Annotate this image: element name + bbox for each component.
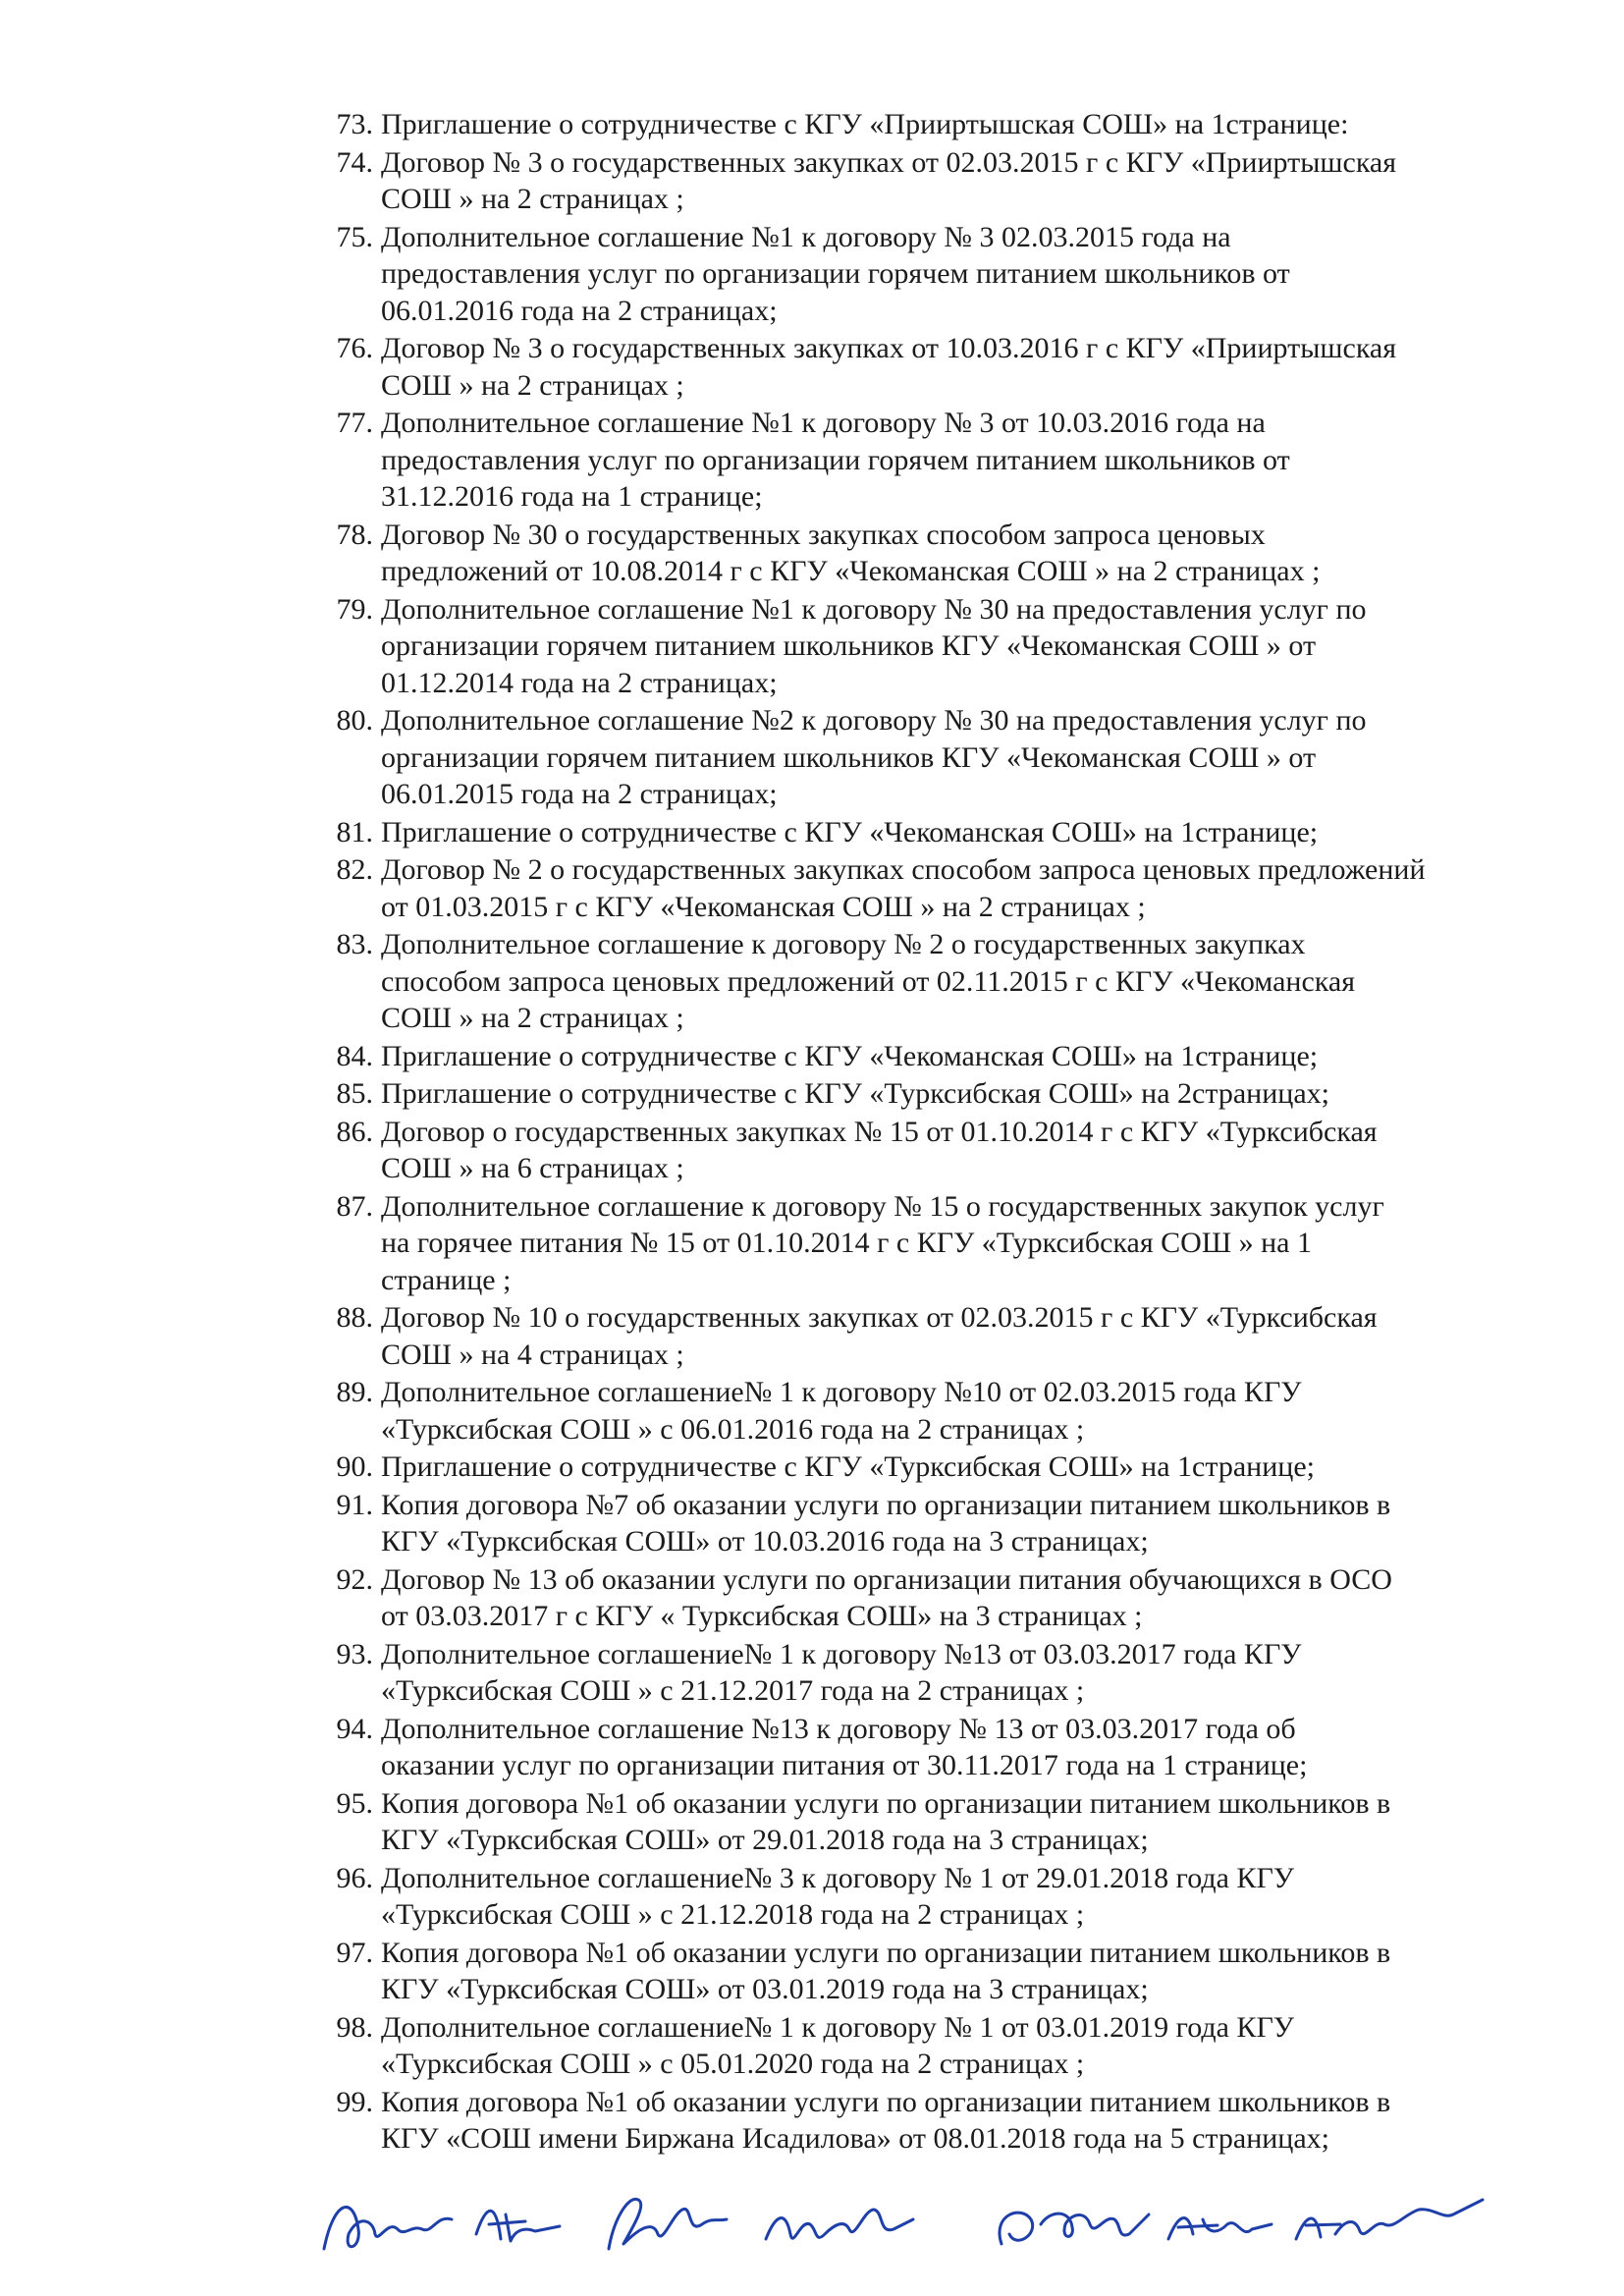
item-text bbox=[381, 1374, 1551, 1448]
item-text-line: на горячее питания № 15 от 01.10.2014 г с КГУ «Турксибская СОШ » на 1 bbox=[381, 1227, 1312, 1259]
list-item bbox=[312, 517, 1551, 590]
item-text-line: странице ; bbox=[381, 1263, 512, 1296]
item-text-line: Договор № 3 о государственных закупках от 10.03.2016 г с КГУ «Прииртышская bbox=[381, 332, 1397, 364]
item-number: 75. bbox=[336, 220, 373, 253]
signature-7 bbox=[1296, 2200, 1483, 2239]
item-number: 81. bbox=[336, 815, 373, 848]
item-text-line: КГУ «Турксибская СОШ» от 29.01.2018 года на 3 страницах; bbox=[381, 1824, 1149, 1856]
item-text bbox=[381, 1075, 1551, 1113]
item-text bbox=[381, 144, 1551, 218]
item-text-line: 06.01.2016 года на 2 страницах; bbox=[381, 294, 778, 327]
item-number: 78. bbox=[336, 518, 373, 551]
list-item bbox=[312, 1561, 1551, 1635]
item-text-line: Договор № 13 об оказании услуги по организации питания обучающихся в ОСО bbox=[381, 1562, 1392, 1596]
signature-4 bbox=[766, 2210, 913, 2239]
list-item bbox=[312, 814, 1551, 851]
item-number: 89. bbox=[336, 1376, 373, 1408]
document-list bbox=[312, 106, 1551, 2158]
list-item bbox=[312, 1188, 1551, 1299]
item-text bbox=[381, 1449, 1551, 1486]
item-text-line: КГУ «Турксибская СОШ» от 03.01.2019 года на 3 страницах; bbox=[381, 1973, 1149, 2005]
item-text bbox=[381, 1188, 1551, 1299]
item-number: 80. bbox=[336, 704, 373, 737]
item-text-line: оказании услуг по организации питания от 30.11.2017 года на 1 странице; bbox=[381, 1749, 1308, 1781]
item-text-line: «Турксибская СОШ » с 06.01.2016 года на 2 страницах ; bbox=[381, 1412, 1085, 1446]
list-item bbox=[312, 219, 1551, 330]
list-item bbox=[312, 1785, 1551, 1859]
item-number: 74. bbox=[336, 145, 373, 179]
item-text-line: Дополнительное соглашение№ 1 к договору №13 от 03.03.2017 года КГУ bbox=[381, 1637, 1302, 1670]
item-text-line: от 01.03.2015 г с КГУ «Чекоманская СОШ » на 2 страницах ; bbox=[381, 890, 1146, 923]
signature-1 bbox=[324, 2207, 452, 2249]
list-item bbox=[312, 2084, 1551, 2158]
item-text-line: Дополнительное соглашение №1 к договору № 3 02.03.2015 года на bbox=[381, 220, 1231, 253]
item-text bbox=[381, 1785, 1551, 1859]
item-text-line: Дополнительное соглашение№ 1 к договору №10 от 02.03.2015 года КГУ bbox=[381, 1376, 1302, 1408]
item-text-line: предоставления услуг по организации горячем питанием школьников от bbox=[381, 257, 1290, 290]
list-item bbox=[312, 851, 1551, 925]
item-text-line: СОШ » на 4 страницах ; bbox=[381, 1338, 684, 1371]
list-item bbox=[312, 1449, 1551, 1486]
item-text-line: СОШ » на 6 страницах ; bbox=[381, 1152, 684, 1184]
item-text-line: Дополнительное соглашение к договору № 2 о государственных закупках bbox=[381, 928, 1306, 960]
item-text-line: Договор № 10 о государственных закупках от 02.03.2015 г с КГУ «Турксибская bbox=[381, 1301, 1378, 1334]
item-text-line: Дополнительное соглашение №13 к договору № 13 от 03.03.2017 года об bbox=[381, 1712, 1296, 1745]
item-number: 76. bbox=[336, 332, 373, 364]
list-item bbox=[312, 1038, 1551, 1075]
item-text-line: Договор о государственных закупках № 15 от 01.10.2014 г с КГУ «Турксибская bbox=[381, 1115, 1378, 1148]
item-text-line: СОШ » на 2 страницах ; bbox=[381, 368, 684, 402]
item-text-line: «Турксибская СОШ » с 21.12.2017 года на 2 страницах ; bbox=[381, 1674, 1085, 1707]
item-text-line: Копия договора №1 об оказании услуги по организации питанием школьников в bbox=[381, 1936, 1391, 1969]
item-text-line: предоставления услуг по организации горячем питанием школьников от bbox=[381, 443, 1290, 476]
item-text bbox=[381, 2009, 1551, 2083]
item-text bbox=[381, 1636, 1551, 1710]
item-text bbox=[381, 1711, 1551, 1784]
item-text bbox=[381, 1935, 1551, 2008]
item-text-line: Дополнительное соглашение №2 к договору № 30 на предоставления услуг по bbox=[381, 704, 1367, 737]
item-text-line: 01.12.2014 года на 2 страницах; bbox=[381, 666, 778, 699]
item-text bbox=[381, 1299, 1551, 1373]
item-number: 92. bbox=[336, 1562, 373, 1596]
item-text bbox=[381, 1860, 1551, 1934]
item-text-line: КГУ «СОШ имени Биржана Исадилова» от 08.01.2018 года на 5 страницах; bbox=[381, 2122, 1330, 2155]
item-text-line: Приглашение о сотрудничестве с КГУ «Прииртышская СОШ» на 1странице: bbox=[381, 108, 1349, 140]
item-text-line: Приглашение о сотрудничестве с КГУ «Турксибская СОШ» на 2страницах; bbox=[381, 1077, 1329, 1110]
item-number: 91. bbox=[336, 1488, 373, 1521]
item-text-line: Дополнительное соглашение№ 1 к договору № 1 от 03.01.2019 года КГУ bbox=[381, 2010, 1295, 2044]
item-number: 93. bbox=[336, 1637, 373, 1670]
item-text bbox=[381, 1038, 1551, 1075]
signature-6 bbox=[1168, 2218, 1272, 2239]
list-item bbox=[312, 1114, 1551, 1187]
item-number: 98. bbox=[336, 2010, 373, 2044]
item-text-line: Договор № 30 о государственных закупках способом запроса ценовых bbox=[381, 518, 1266, 551]
item-text-line: от 03.03.2017 г с КГУ « Турксибская СОШ» на 3 страницах ; bbox=[381, 1600, 1143, 1632]
list-item bbox=[312, 702, 1551, 813]
item-text-line: Копия договора №1 об оказании услуги по организации питанием школьников в bbox=[381, 1786, 1391, 1820]
item-number: 88. bbox=[336, 1301, 373, 1334]
list-item bbox=[312, 1636, 1551, 1710]
item-text-line: 06.01.2015 года на 2 страницах; bbox=[381, 778, 778, 810]
item-text bbox=[381, 330, 1551, 404]
item-text-line: Приглашение о сотрудничестве с КГУ «Чекоманская СОШ» на 1странице; bbox=[381, 815, 1319, 848]
item-text-line: Приглашение о сотрудничестве с КГУ «Турксибская СОШ» на 1странице; bbox=[381, 1450, 1315, 1483]
item-text bbox=[381, 1114, 1551, 1187]
item-number: 94. bbox=[336, 1712, 373, 1745]
item-text-line: Дополнительное соглашение №1 к договору № 30 на предоставления услуг по bbox=[381, 592, 1367, 626]
item-text bbox=[381, 702, 1551, 813]
item-text bbox=[381, 814, 1551, 851]
item-text-line: «Турксибская СОШ » с 05.01.2020 года на 2 страницах ; bbox=[381, 2048, 1085, 2080]
item-text-line: организации горячем питанием школьников КГУ «Чекоманская СОШ » от bbox=[381, 740, 1317, 774]
signature-2 bbox=[476, 2211, 560, 2241]
item-number: 77. bbox=[336, 407, 373, 439]
list-item bbox=[312, 2009, 1551, 2083]
item-text bbox=[381, 1487, 1551, 1560]
item-number: 99. bbox=[336, 2085, 373, 2118]
item-text-line: СОШ » на 2 страницах ; bbox=[381, 1002, 684, 1034]
item-text bbox=[381, 926, 1551, 1037]
item-text bbox=[381, 1561, 1551, 1635]
list-item bbox=[312, 106, 1551, 143]
item-text-line: Приглашение о сотрудничестве с КГУ «Чекоманская СОШ» на 1странице; bbox=[381, 1039, 1319, 1072]
document-page bbox=[312, 106, 1551, 2159]
list-item bbox=[312, 1935, 1551, 2008]
list-item bbox=[312, 591, 1551, 702]
item-number: 82. bbox=[336, 853, 373, 886]
item-text-line: Копия договора №7 об оказании услуги по организации питанием школьников в bbox=[381, 1488, 1391, 1521]
list-item bbox=[312, 1711, 1551, 1784]
list-item bbox=[312, 405, 1551, 516]
item-text bbox=[381, 2084, 1551, 2158]
item-number: 85. bbox=[336, 1077, 373, 1110]
list-item bbox=[312, 330, 1551, 404]
item-number: 96. bbox=[336, 1861, 373, 1894]
item-text-line: Копия договора №1 об оказании услуги по организации питанием школьников в bbox=[381, 2085, 1391, 2118]
item-number: 79. bbox=[336, 592, 373, 626]
item-text-line: КГУ «Турксибская СОШ» от 10.03.2016 года на 3 страницах; bbox=[381, 1525, 1149, 1558]
item-text bbox=[381, 219, 1551, 330]
list-item bbox=[312, 1299, 1551, 1373]
item-text bbox=[381, 106, 1551, 143]
item-number: 84. bbox=[336, 1039, 373, 1072]
item-text bbox=[381, 591, 1551, 702]
list-item bbox=[312, 144, 1551, 218]
item-text-line: Договор № 3 о государственных закупках от 02.03.2015 г с КГУ «Прииртышская bbox=[381, 145, 1397, 179]
signature-5 bbox=[1000, 2213, 1149, 2244]
list-item bbox=[312, 926, 1551, 1037]
item-text-line: Договор № 2 о государственных закупках способом запроса ценовых предложений bbox=[381, 853, 1426, 886]
signature-3 bbox=[609, 2199, 727, 2249]
item-text-line: СОШ » на 2 страницах ; bbox=[381, 183, 684, 215]
list-item bbox=[312, 1374, 1551, 1448]
item-text bbox=[381, 405, 1551, 516]
signatures-row bbox=[314, 2180, 1551, 2273]
item-number: 97. bbox=[336, 1936, 373, 1969]
item-number: 87. bbox=[336, 1189, 373, 1223]
item-text bbox=[381, 851, 1551, 925]
item-text-line: Дополнительное соглашение №1 к договору № 3 от 10.03.2016 года на bbox=[381, 407, 1266, 439]
list-item bbox=[312, 1487, 1551, 1560]
item-text-line: организации горячем питанием школьников КГУ «Чекоманская СОШ » от bbox=[381, 629, 1317, 662]
item-text-line: «Турксибская СОШ » с 21.12.2018 года на 2 страницах ; bbox=[381, 1898, 1085, 1931]
item-number: 86. bbox=[336, 1115, 373, 1148]
list-item bbox=[312, 1860, 1551, 1934]
item-text-line: Дополнительное соглашение к договору № 15 о государственных закупок услуг bbox=[381, 1189, 1384, 1223]
item-text-line: способом запроса ценовых предложений от 02.11.2015 г с КГУ «Чекоманская bbox=[381, 964, 1356, 998]
list-item bbox=[312, 1075, 1551, 1113]
item-number: 83. bbox=[336, 928, 373, 960]
item-text-line: 31.12.2016 года на 1 странице; bbox=[381, 480, 763, 513]
item-text-line: Дополнительное соглашение№ 3 к договору № 1 от 29.01.2018 года КГУ bbox=[381, 1861, 1295, 1894]
item-number: 73. bbox=[336, 108, 373, 140]
item-number: 95. bbox=[336, 1786, 373, 1820]
item-text bbox=[381, 517, 1551, 590]
item-text-line: предложений от 10.08.2014 г с КГУ «Чекоманская СОШ » на 2 страницах ; bbox=[381, 555, 1321, 587]
item-number: 90. bbox=[336, 1450, 373, 1483]
handwritten-signatures bbox=[314, 2180, 1551, 2273]
